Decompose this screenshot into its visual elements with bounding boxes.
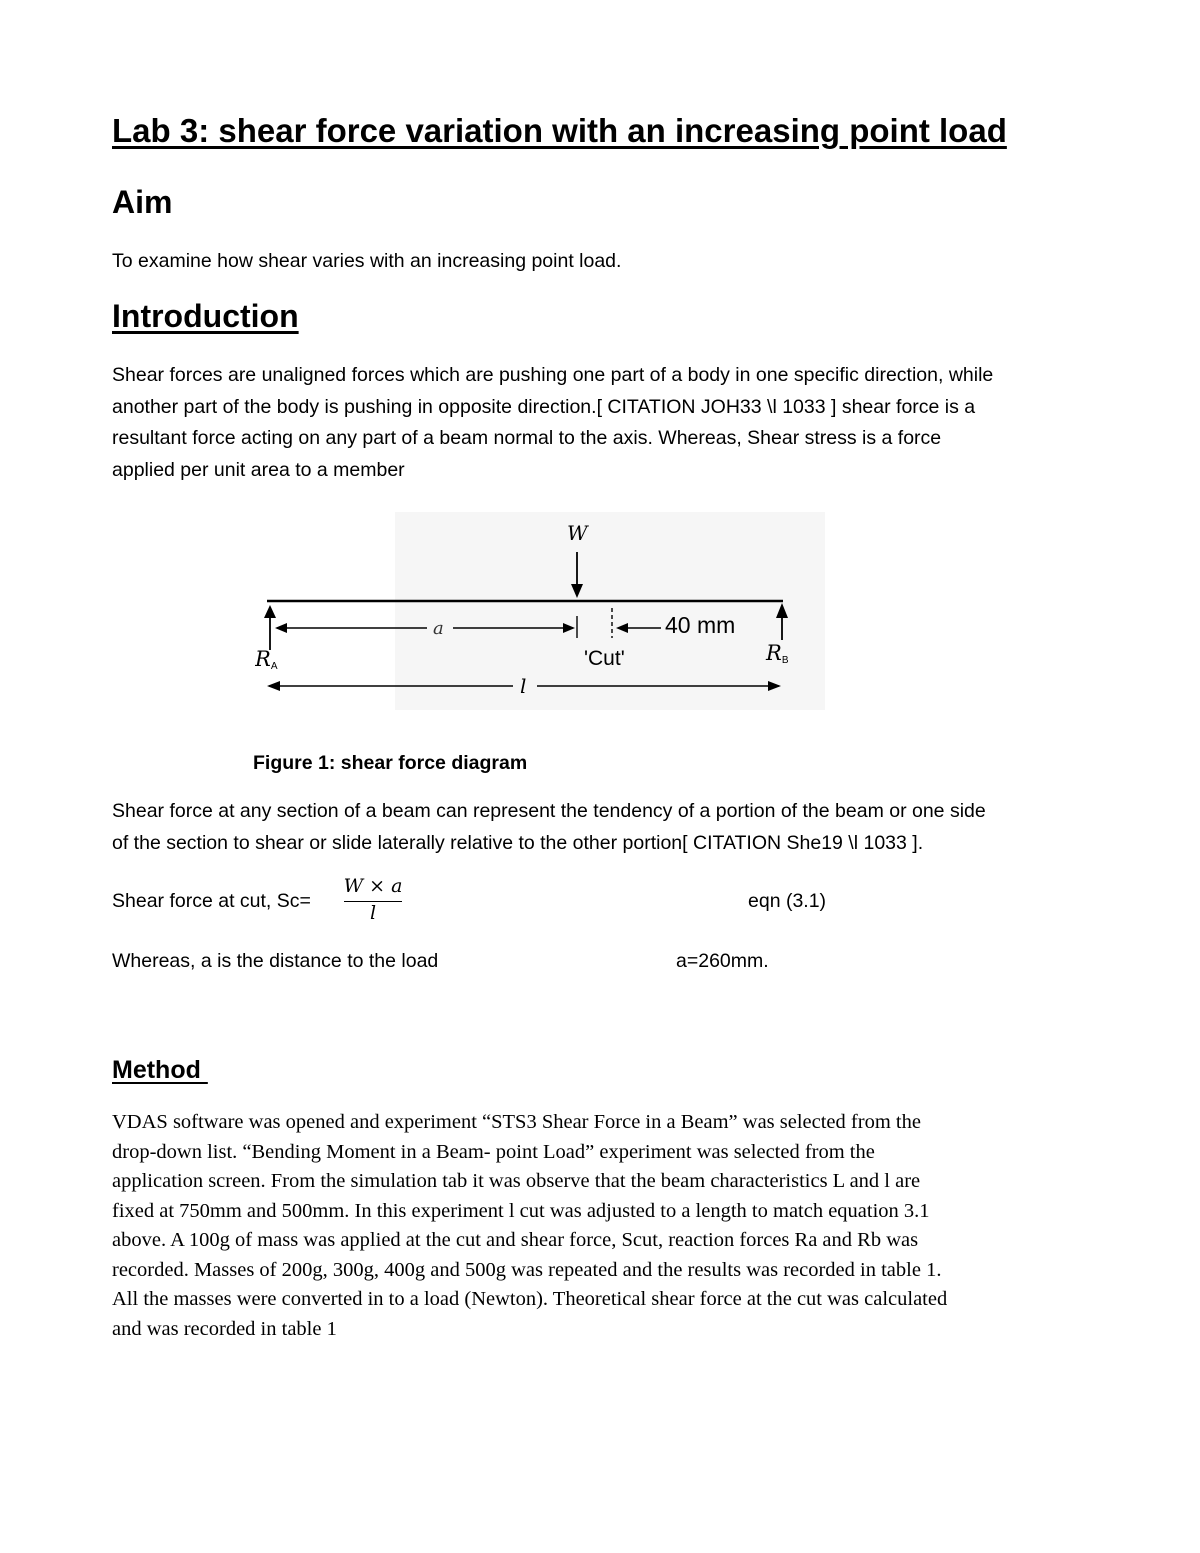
introduction-paragraph [112,360,1102,486]
reaction-b-subscript: B [781,655,789,666]
shear-paragraph [112,796,1102,859]
figure-caption: Figure 1: shear force diagram [253,752,528,774]
aim-text: To examine how shear varies with an increasing point load. [112,250,622,272]
where-text: Whereas, a is the distance to the load [112,950,439,972]
load-label: W [567,521,588,545]
offset-label: 40 mm [665,612,736,638]
reaction-a-arrow-head [264,605,276,618]
figure-background [395,512,825,710]
reaction-b-label: RB [766,641,789,666]
reaction-a-label: RA [255,647,278,672]
method-line: drop-down list. “Bending Moment in a Beam- point Load” experiment was selected from the [112,1140,875,1163]
introduction-line: Shear forces are unaligned forces which are pushing one part of a body in one specific direction, while [112,364,994,386]
cut-label: 'Cut' [584,647,625,670]
method-line: recorded. Masses of 200g, 300g, 400g and 500g was repeated and the results was recorded in table 1. [112,1258,942,1281]
method-line: and was recorded in table 1 [112,1317,337,1340]
method-line: fixed at 750mm and 500mm. In this experiment l cut was adjusted to a length to match equation 3.1 [112,1199,930,1222]
dimension-a-arrow-left [275,623,287,633]
method-paragraph [112,1108,1102,1344]
introduction-line: applied per unit area to a member [112,458,405,481]
equation-denominator: l [369,902,377,924]
introduction-heading: Introduction [112,298,299,334]
distance-a-label: a [433,618,444,639]
method-line: All the masses were converted in to a load (Newton). Theoretical shear force at the cut was calculated [112,1288,948,1310]
shear-line: Shear force at any section of a beam can represent the tendency of a portion of the beam or one side [112,800,986,822]
method-line: VDAS software was opened and experiment “STS3 Shear Force in a Beam” was selected from the [112,1111,921,1133]
introduction-line: resultant force acting on any part of a beam normal to the axis. Whereas, Shear stress is a force [112,427,942,449]
reaction-a-subscript: A [270,661,278,672]
a-value: a=260mm. [676,950,769,972]
document-title: Lab 3: shear force variation with an increasing point load [112,112,1007,149]
equation-label: Shear force at cut, Sc= [112,890,311,912]
shear-line: of the section to shear or slide laterally relative to the other portion[ CITATION She19 \l 1033 ]. [112,831,924,854]
method-line: above. A 100g of mass was applied at the cut and shear force, Scut, reaction forces Ra and Rb was [112,1229,919,1251]
method-heading: Method [112,1056,208,1084]
equation-numerator: W × a [343,875,403,897]
dimension-l-arrow-left [267,681,280,691]
equation-reference: eqn (3.1) [748,890,827,912]
length-label: l [520,674,527,698]
shear-force-diagram [255,512,825,712]
equation-fraction [340,872,406,924]
aim-heading: Aim [112,184,173,220]
method-line: application screen. From the simulation tab it was observe that the beam characteristics L and l are [112,1170,921,1192]
introduction-line: another part of the body is pushing in opposite direction.[ CITATION JOH33 \l 1033 ] shear force is a [112,395,976,418]
